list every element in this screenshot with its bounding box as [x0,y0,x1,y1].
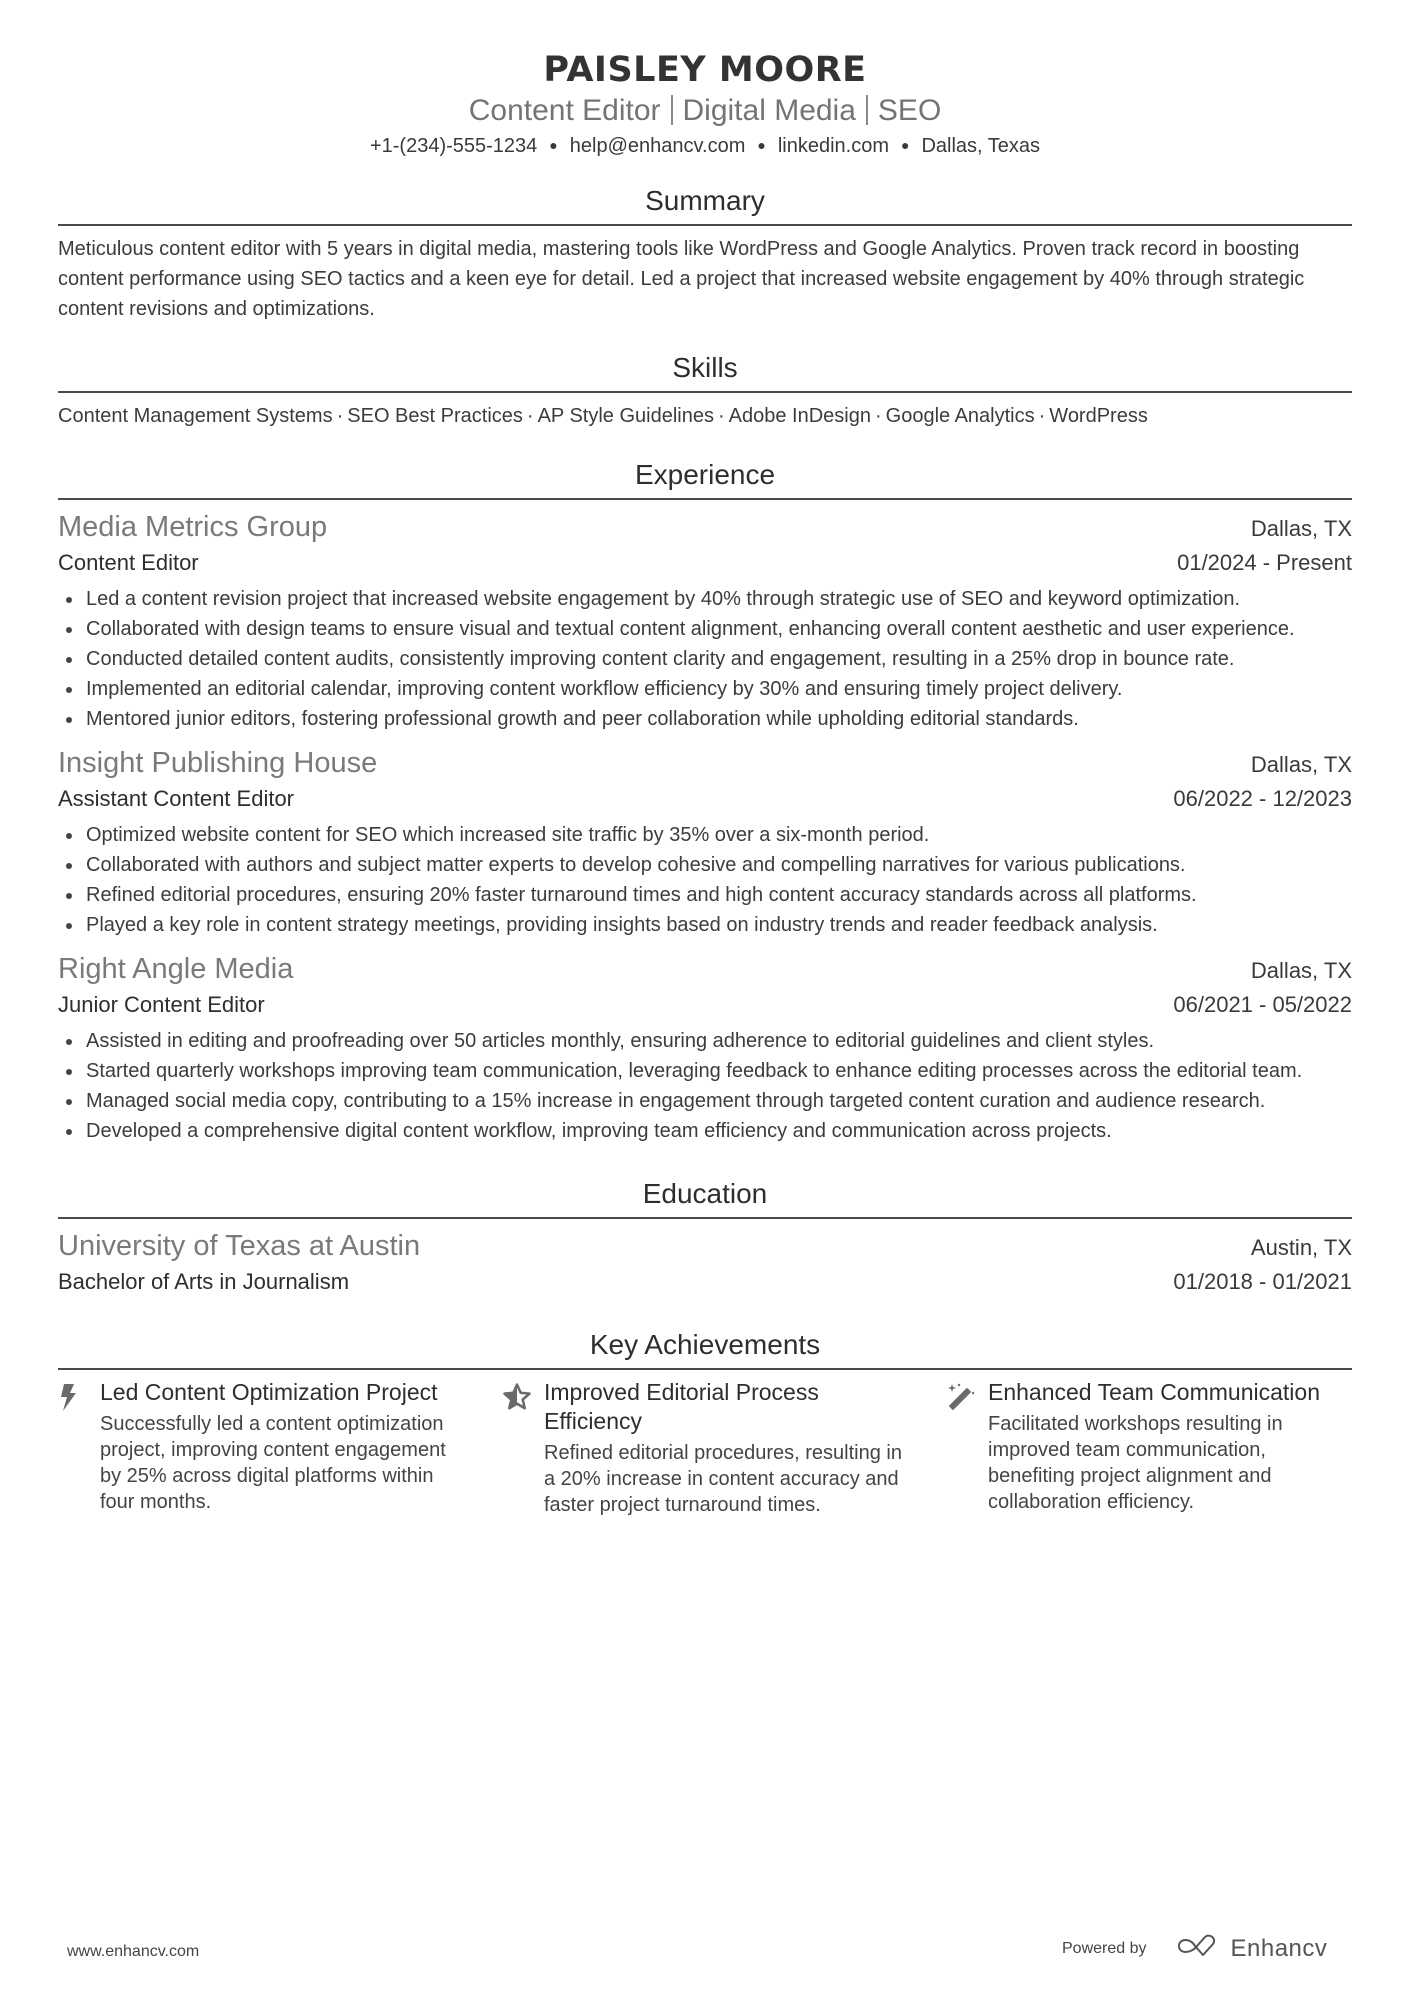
education-entry [58,1227,1352,1299]
section-heading: Key Achievements [589,1329,821,1360]
resume-page [58,0,1352,1518]
school-name: University of Texas at Austin [58,1230,421,1262]
bullet-separator: ● [549,137,558,153]
degree: Bachelor of Arts in Journalism [58,1269,350,1294]
contact-linkedin[interactable]: linkedin.com [777,135,889,157]
candidate-name: PAISLEY MOORE [543,50,867,90]
lightning-bolt-icon [58,1378,100,1518]
bullet-item: Mentored junior editors, fostering professional growth and peer collaboration while upholding editorial standards. [58,704,1352,734]
skills-section [58,350,1352,431]
skill-separator: · [1038,405,1046,427]
title-separator [671,95,673,125]
powered-by-label: Powered by [1062,1939,1147,1957]
achievements-section [58,1327,1352,1518]
job-role: Junior Content Editor [58,992,265,1017]
achievement-item [58,1378,502,1518]
bullet-item: Played a key role in content strategy meetings, providing insights based on industry trends and reader feedback analysis. [58,910,1352,940]
enhancv-logo-icon [1175,1934,1221,1963]
job-location: Dallas, TX [1250,958,1352,983]
bullet-item: Optimized website content for SEO which increased site traffic by 35% over a six-month period. [58,820,1352,850]
section-divider [58,1217,1352,1219]
section-divider [58,224,1352,226]
contact-line [58,130,1352,161]
job-dates: 01/2024 - Present [1177,550,1352,575]
job-dates: 06/2022 - 12/2023 [1173,786,1352,811]
skill-item: Adobe InDesign [728,405,871,427]
section-divider [58,391,1352,393]
skill-item: AP Style Guidelines [537,405,714,427]
job-location: Dallas, TX [1250,516,1352,541]
candidate-title [58,92,1352,130]
achievement-description: Facilitated workshops resulting in improved team communication, benefiting project alignment and collaboration efficiency. [988,1413,1283,1513]
company-name: Media Metrics Group [58,511,328,543]
footer-branding [1062,1934,1327,1963]
job-role: Content Editor [58,550,199,575]
bullet-item: Collaborated with authors and subject matter experts to develop cohesive and compelling narratives for various publications. [58,850,1352,880]
achievement-description: Refined editorial procedures, resulting in a 20% increase in content accuracy and faster project turnaround times. [544,1442,902,1516]
education-dates: 01/2018 - 01/2021 [1173,1269,1352,1294]
experience-section [58,457,1352,1146]
title-part: Digital Media [682,94,856,127]
skill-separator: · [717,405,725,427]
section-heading: Skills [672,352,738,383]
footer-website-link[interactable]: www.enhancv.com [67,1943,200,1960]
title-part: SEO [877,94,942,127]
summary-section [58,183,1352,324]
skill-item: Google Analytics [885,405,1035,427]
enhancv-brand[interactable]: Enhancv [1230,1934,1328,1962]
job-entry [58,950,1352,1146]
bullet-item: Implemented an editorial calendar, improving content workflow efficiency by 30% and ensuring timely project delivery. [58,674,1352,704]
achievement-title: Improved Editorial Process Efficiency [544,1379,819,1434]
title-separator [866,95,868,125]
skill-item: WordPress [1049,405,1148,427]
bullet-item: Assisted in editing and proofreading over 50 articles monthly, ensuring adherence to editorial guidelines and client styles. [58,1026,1352,1056]
section-heading: Education [642,1178,768,1209]
bullet-item: Started quarterly workshops improving team communication, leveraging feedback to enhance editing processes across the editorial team. [58,1056,1352,1086]
achievement-title: Led Content Optimization Project [100,1379,438,1405]
skill-separator: · [874,405,882,427]
bullet-item: Developed a comprehensive digital content workflow, improving team efficiency and communication across projects. [58,1116,1352,1146]
star-icon [502,1378,544,1518]
job-location: Dallas, TX [1250,752,1352,777]
section-heading: Summary [645,185,765,216]
school-location: Austin, TX [1250,1235,1352,1260]
contact-phone[interactable]: +1-(234)-555-1234 [369,135,538,157]
summary-text: Meticulous content editor with 5 years in digital media, mastering tools like WordPress and Google Analytics. Proven track record in boosting content performance using SEO tactics and a keen eye for detail. Led a project that increased website engagement by 40% through strategic content revisions and optimizations. [58,238,1305,320]
contact-location: Dallas, Texas [921,135,1041,157]
job-entry [58,508,1352,734]
bullet-item: Conducted detailed content audits, consistently improving content clarity and engagement, resulting in a 25% drop in bounce rate. [58,644,1352,674]
job-entry [58,744,1352,940]
skill-item: SEO Best Practices [347,405,523,427]
resume-header [58,0,1352,161]
achievement-description: Successfully led a content optimization project, improving content engagement by 25% across digital platforms within four months. [100,1413,446,1513]
achievement-item [946,1378,1352,1518]
skill-item: Content Management Systems [58,405,333,427]
company-name: Insight Publishing House [58,747,378,779]
bullet-item: Managed social media copy, contributing to a 15% increase in engagement through targeted content curation and audience research. [58,1086,1352,1116]
skill-separator: · [526,405,534,427]
bullet-separator: ● [901,137,910,153]
bullet-item: Collaborated with design teams to ensure visual and textual content alignment, enhancing overall content aesthetic and user experience. [58,614,1352,644]
achievement-title: Enhanced Team Communication [988,1379,1320,1405]
skills-list [58,401,1352,431]
job-bullets [58,1026,1352,1146]
company-name: Right Angle Media [58,953,294,985]
magic-wand-icon [946,1378,988,1518]
job-dates: 06/2021 - 05/2022 [1173,992,1352,1017]
section-divider [58,1368,1352,1370]
contact-email[interactable]: help@enhancv.com [569,135,746,157]
job-bullets [58,820,1352,940]
job-bullets [58,584,1352,734]
skill-separator: · [336,405,344,427]
education-section [58,1176,1352,1299]
bullet-separator: ● [757,137,766,153]
achievements-grid [58,1378,1352,1518]
section-heading: Experience [634,459,776,490]
bullet-item: Refined editorial procedures, ensuring 20% faster turnaround times and high content accuracy standards across all platforms. [58,880,1352,910]
achievement-item [502,1378,946,1518]
title-part: Content Editor [468,94,661,127]
section-divider [58,498,1352,500]
bullet-item: Led a content revision project that increased website engagement by 40% through strategic use of SEO and keyword optimization. [58,584,1352,614]
job-role: Assistant Content Editor [58,786,295,811]
